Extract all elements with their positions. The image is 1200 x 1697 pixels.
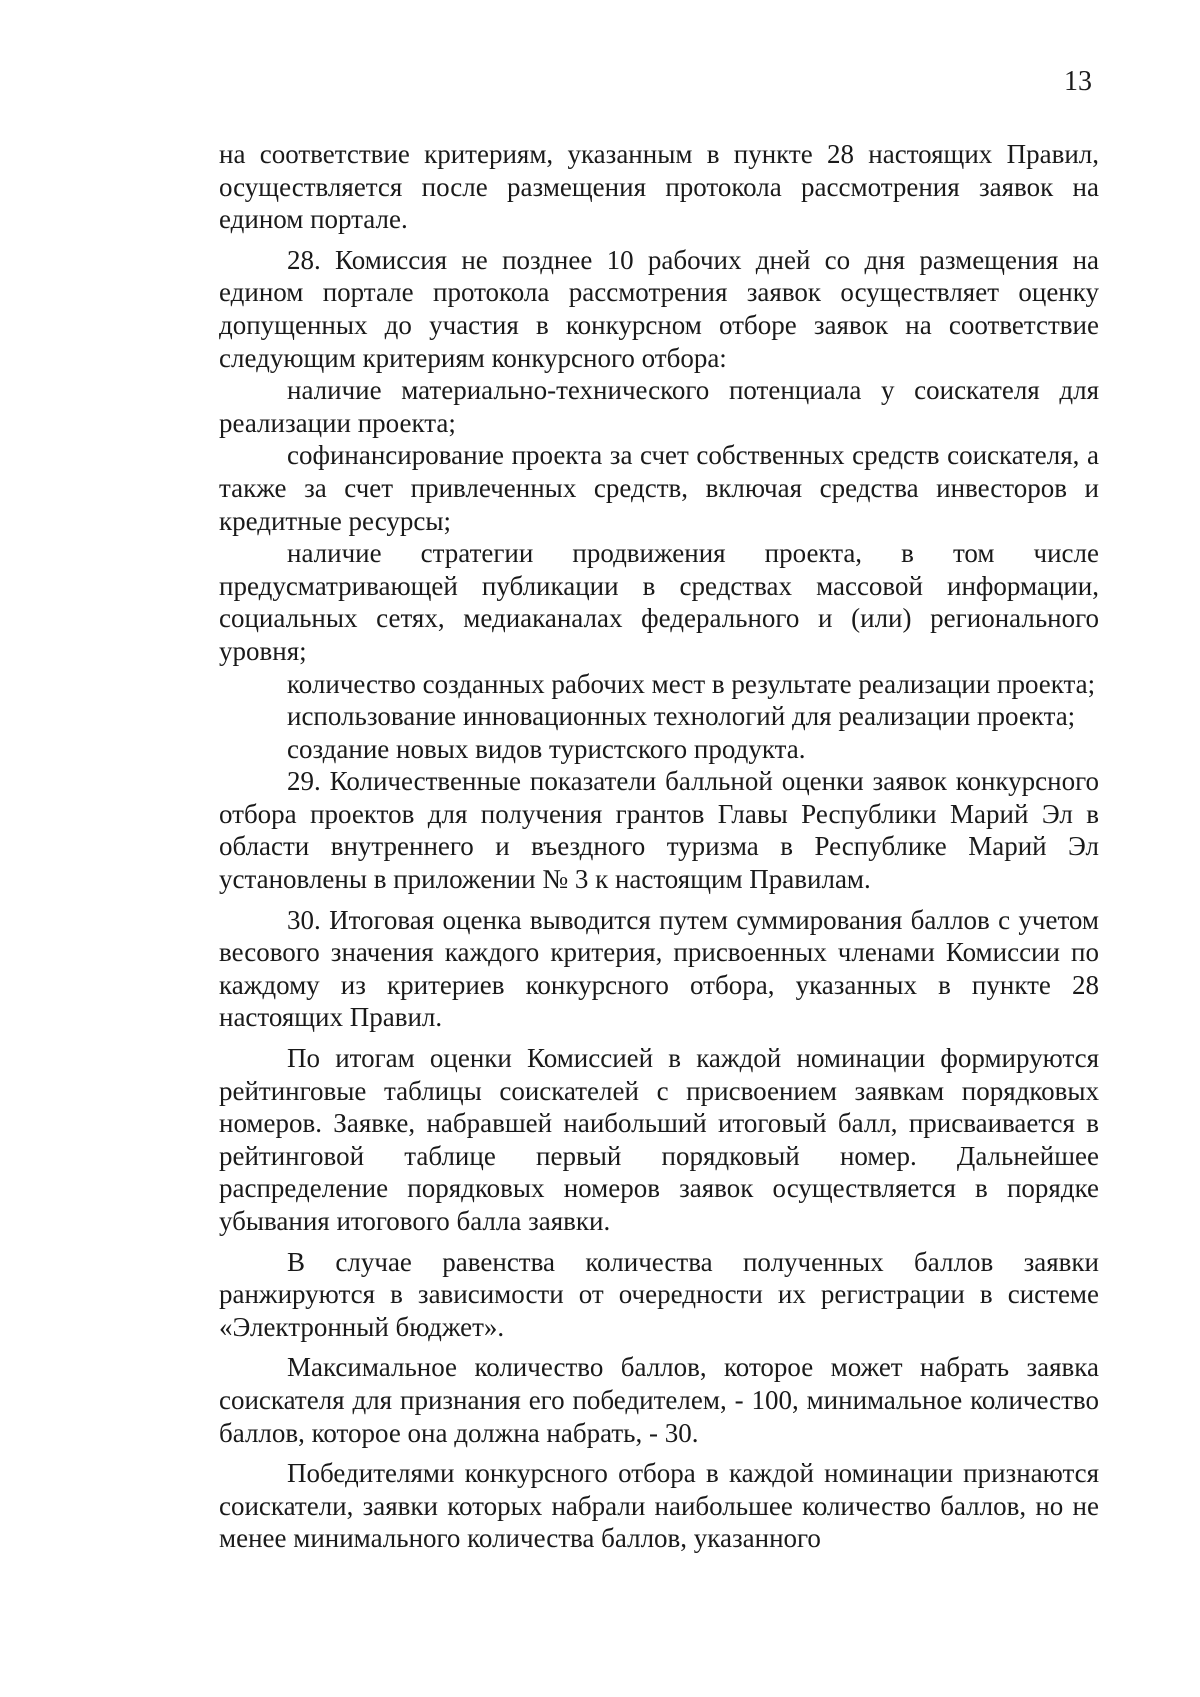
criterion-jobs-created: количество созданных рабочих мест в результате реализации проекта; (287, 668, 1096, 699)
paragraph-equal-score-ranking: В случае равенства количества полученных баллов заявки ранжируются в зависимости от очередности их регистрации в системе «Электронный бюджет». (219, 1246, 1099, 1342)
criterion-promotion-strategy: наличие стратегии продвижения проекта, в том числе предусматривающей публикации в средствах массовой информации, социальных сетях, медиаканалах федерального и (или) регионального уровня; (219, 538, 1099, 666)
document-body (219, 138, 1099, 1555)
paragraph-28-commission-assessment: 28. Комиссия не позднее 10 рабочих дней со дня размещения на едином портале протокола рассмотрения заявок осуществляет оценку допущенных до участия в конкурсном отборе заявок на соответствие следующим критериям конкурсного отбора: (219, 244, 1099, 373)
paragraph-score-limits: Максимальное количество баллов, которое может набрать заявка соискателя для признания его победителем, - 100, минимальное количество баллов, которое она должна набрать, - 30. (219, 1352, 1099, 1448)
paragraph-continuation: на соответствие критериям, указанным в пункте 28 настоящих Правил, осуществляется после размещения протокола рассмотрения заявок на едином портале. (219, 139, 1099, 235)
criterion-new-tourism-products: создание новых видов туристского продукта. (287, 733, 806, 764)
page-number: 13 (1064, 66, 1092, 97)
paragraph-winners: Победителями конкурсного отбора в каждой номинации признаются соискатели, заявки которых набрали наибольшее количество баллов, но не менее минимального количества баллов, указанного (219, 1458, 1099, 1554)
paragraph-rating-tables: По итогам оценки Комиссией в каждой номинации формируются рейтинговые таблицы соискателей с присвоением заявкам порядковых номеров. Заявке, набравшей наибольший итоговый балл, присваивается в рейтинговой таблице первый порядковый номер. Дальнейшее распределение порядковых номеров заявок осуществляется в порядке убывания итогового балла заявки. (219, 1043, 1099, 1236)
paragraph-30-final-score: 30. Итоговая оценка выводится путем суммирования баллов с учетом весового значения каждого критерия, присвоенных членами Комиссии по каждому из критериев конкурсного отбора, указанных в пункте 28 настоящих Правил. (219, 904, 1099, 1033)
criterion-material-technical-potential: наличие материально-технического потенциала у соискателя для реализации проекта; (219, 375, 1099, 438)
paragraph-29-quantitative-indicators: 29. Количественные показатели балльной оценки заявок конкурсного отбора проектов для получения грантов Главы Республики Марий Эл в области внутреннего и въездного туризма в Республике Марий Эл установлены в приложении № 3 к настоящим Правилам. (219, 766, 1099, 895)
criterion-innovative-technologies: использование инновационных технологий для реализации проекта; (287, 701, 1076, 732)
criterion-co-financing: софинансирование проекта за счет собственных средств соискателя, а также за счет привлеченных средств, включая средства инвесторов и кредитные ресурсы; (219, 440, 1099, 536)
